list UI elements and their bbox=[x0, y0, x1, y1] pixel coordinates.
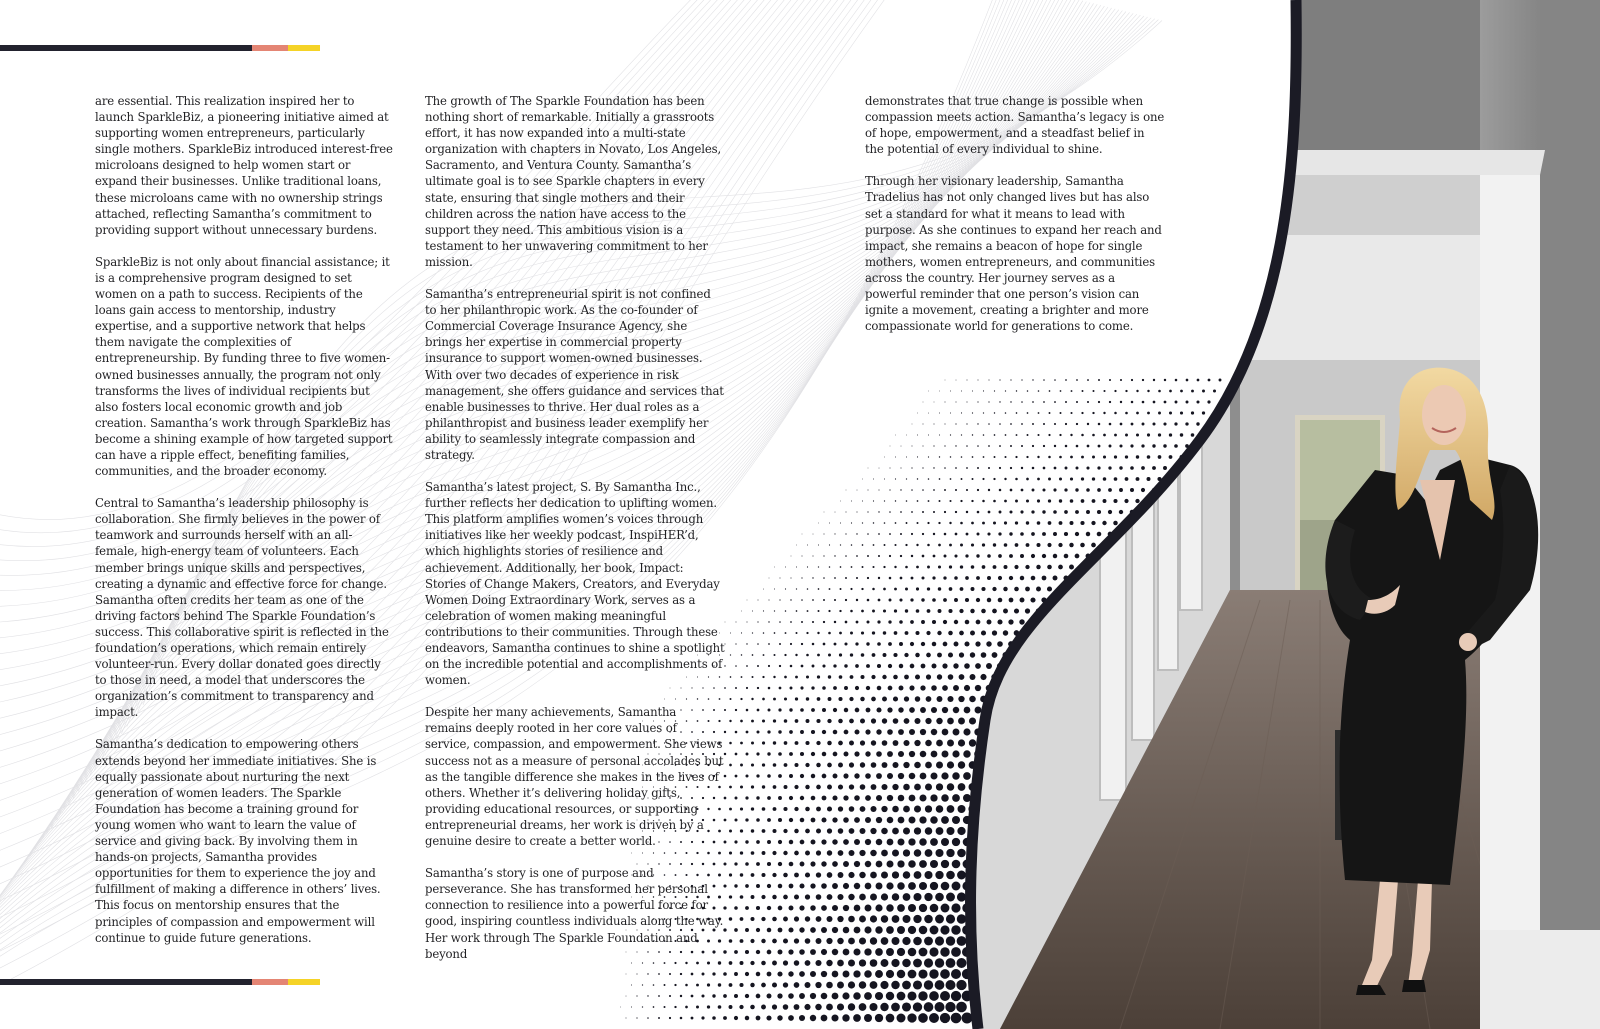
paragraph: Despite her many achievements, Samantha remains deeply rooted in her core values of service, compassion, and empowerment. She views success not as a measure of personal accolades but as the tangible difference she makes in the lives of others. Whether it’s delivering holiday gifts, providing educational resources, or supporting entrepreneurial dreams, her work is driven by a genuine desire to create a better world. bbox=[425, 705, 724, 849]
paragraph: Samantha’s entrepreneurial spirit is not confined to her philanthropic work. As the co-founder of Commercial Coverage Insurance Agency, she brings her expertise in commercial property insurance to support women-owned businesses. With over two decades of experience in risk management, she offers guidance and services that enable businesses to thrive. Her dual roles as a philanthropist and business leader exemplify her ability to seamlessly integrate compassion and strategy. bbox=[425, 287, 724, 462]
paragraph: are essential. This realization inspired her to launch SparkleBiz, a pioneering initiative aimed at supporting women entrepreneurs, particularly single mothers. SparkleBiz introduced interest-free microloans designed to help women start or expand their businesses. Unlike traditional loans, these microloans came with no ownership strings attached, reflecting Samantha’s commitment to providing support without unnecessary burdens. bbox=[95, 94, 393, 237]
article-column-3 bbox=[865, 93, 1165, 350]
bottom-accent-bar bbox=[0, 979, 320, 985]
paragraph: Samantha’s story is one of purpose and perseverance. She has transformed her personal connection to resilience into a powerful force for good, inspiring countless individuals along the way. Her work through The Sparkle Foundation and beyond bbox=[425, 866, 724, 961]
paragraph: Through her visionary leadership, Samantha Tradelius has not only changed lives but has also set a standard for what it means to lead with purpose. As she continues to expand her reach and impact, she remains a beacon of hope for single mothers, women entrepreneurs, and communities across the country. Her journey serves as a powerful reminder that one person’s vision can ignite a movement, creating a brighter and more compassionate world for generations to come. bbox=[865, 174, 1162, 334]
paragraph: The growth of The Sparkle Foundation has been nothing short of remarkable. Initially a grassroots effort, it has now expanded into a multi-state organization with chapters in Novato, Los Angeles, Sacramento, and Ventura County. Samantha’s ultimate goal is to see Sparkle chapters in every state, ensuring that single mothers and their children across the nation have access to the support they need. This ambitious vision is a testament to her unwavering commitment to her mission. bbox=[425, 94, 722, 269]
article-column-2 bbox=[425, 93, 725, 978]
paragraph: Samantha’s dedication to empowering others extends beyond her immediate initiatives. She is equally passionate about nurturing the next generation of women leaders. The Sparkle Foundation has become a training ground for young women who want to learn the value of service and giving back. By involving them in hands-on projects, Samantha provides opportunities for them to experience the joy and fulfillment of making a difference in others’ lives. This focus on mentorship ensures that the principles of compassion and empowerment will continue to guide future generations. bbox=[95, 737, 381, 945]
paragraph: demonstrates that true change is possible when compassion meets action. Samantha’s legacy is one of hope, empowerment, and a steadfast belief in the potential of every individual to shine. bbox=[865, 94, 1165, 157]
top-accent-bar bbox=[0, 45, 320, 51]
article-column-1 bbox=[95, 93, 393, 962]
paragraph: SparkleBiz is not only about financial assistance; it is a comprehensive program designed to set women on a path to success. Recipients of the loans gain access to mentorship, industry expertise, and a supportive network that helps them navigate the complexities of entrepreneurship. By funding three to five women-owned businesses annually, the program not only transforms the lives of individual recipients but also fosters local economic growth and job creation. Samantha’s work through SparkleBiz has become a shining example of how targeted support can have a ripple effect, benefiting families, communities, and the broader economy. bbox=[95, 254, 393, 479]
paragraph: Central to Samantha’s leadership philosophy is collaboration. She firmly believes in the power of teamwork and surrounds herself with an all-female, high-energy team of volunteers. Each member brings unique skills and perspectives, creating a dynamic and effective force for change. Samantha often credits her team as one of the driving factors behind The Sparkle Foundation’s success. This collaborative spirit is reflected in the foundation’s operations, which remain entirely volunteer-run. Every dollar donated goes directly to those in need, a model that underscores the organization’s commitment to transparency and impact. bbox=[95, 496, 389, 720]
paragraph: Samantha’s latest project, S. By Samantha Inc., further reflects her dedication to uplifting women. This platform amplifies women’s voices through initiatives like her weekly podcast, InspiHER’d, which highlights stories of resilience and achievement. Additionally, her book, Impact: Stories of Change Makers, Creators, and Everyday Women Doing Extraordinary Work, serves as a celebration of women making meaningful contributions to their communities. Through these endeavors, Samantha continues to shine a spotlight on the incredible potential and accomplishments of women. bbox=[425, 480, 725, 688]
